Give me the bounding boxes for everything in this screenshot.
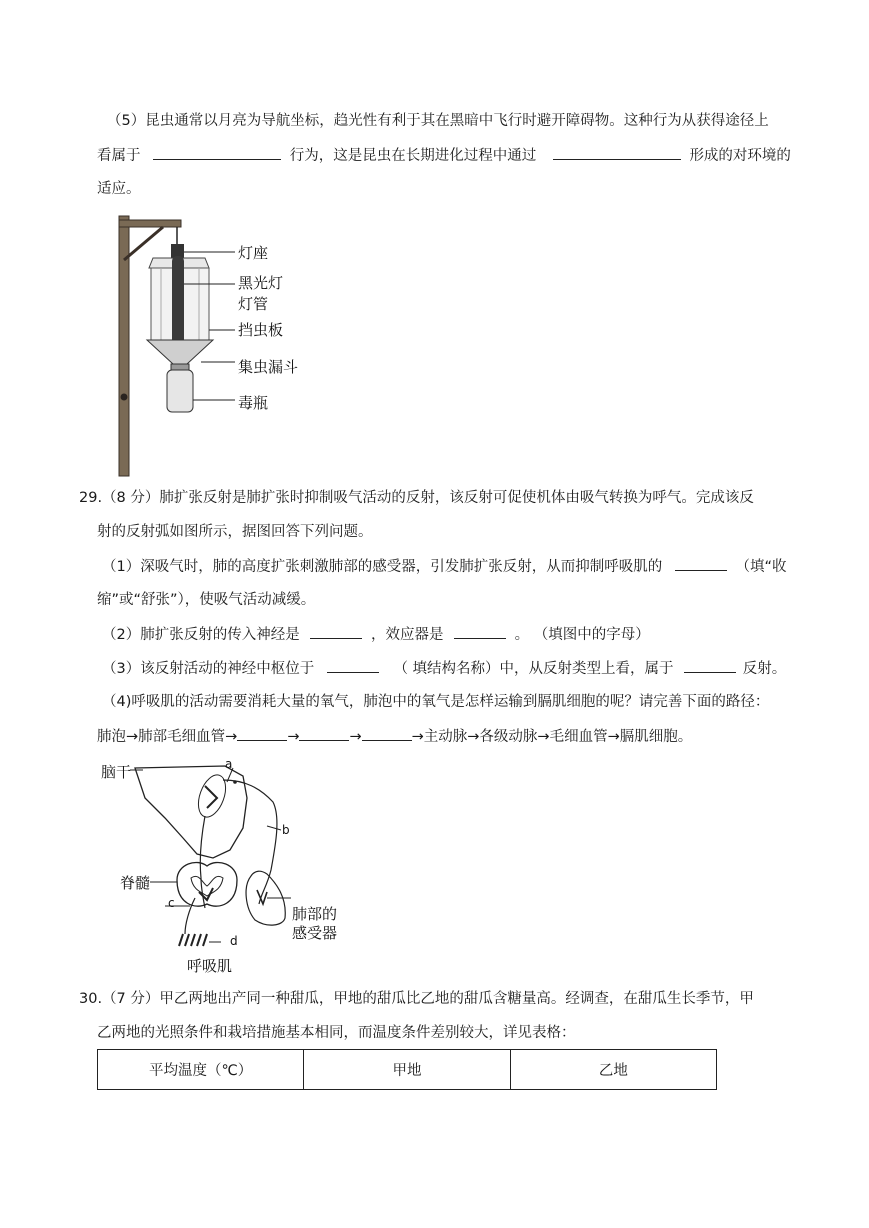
q29-p3-text-a: （3）该反射活动的神经中枢位于 bbox=[102, 661, 315, 677]
q29-p2 bbox=[102, 624, 650, 645]
q29-p4: （4)呼吸肌的活动需要消耗大量的氧气，肺泡中的氧气是怎样运输到膈肌细胞的呢？请完善下面的路径： bbox=[102, 694, 770, 710]
q29-path-blank-1[interactable] bbox=[237, 726, 287, 741]
q29-p2-text-b: ，效应器是 bbox=[370, 627, 444, 643]
q5-line1: （5）昆虫通常以月亮为导航坐标，趋光性有利于其在黑暗中飞行时避开障碍物。这种行为从获得途径上 bbox=[107, 113, 769, 129]
label-bottle: 毒瓶 bbox=[238, 394, 269, 412]
table-header-cell: 平均温度（℃） bbox=[98, 1050, 304, 1090]
q29-p1-text-a: （1）深吸气时，肺的高度扩张刺激肺部的感受器，引发肺扩张反射，从而抑制呼吸肌的 bbox=[102, 559, 663, 575]
q29-intro1: 29.（8 分）肺扩张反射是肺扩张时抑制吸气活动的反射，该反射可促使机体由吸气转换为呼气。完成该反 bbox=[79, 490, 754, 506]
temperature-table bbox=[97, 1049, 717, 1090]
q5-blank-2[interactable] bbox=[553, 145, 681, 160]
q29-p1-blank[interactable] bbox=[675, 556, 727, 571]
label-muscle: 呼吸肌 bbox=[187, 957, 233, 975]
q5-text-a: 看属于 bbox=[97, 148, 141, 164]
q29-path-text-b: →主动脉→各级动脉→毛细血管→膈肌细胞。 bbox=[411, 729, 693, 745]
label-brainstem: 脑干 bbox=[101, 763, 132, 781]
label-c: c bbox=[168, 896, 175, 910]
q29-p3-text-b: （ 填结构名称）中，从反射类型上看，属于 bbox=[393, 661, 674, 677]
label-tube: 灯管 bbox=[238, 295, 269, 313]
q29-p2-blank-1[interactable] bbox=[310, 624, 362, 639]
q5-text-c: 形成的对环境的 bbox=[689, 148, 791, 164]
q29-p2-text-a: （2）肺扩张反射的传入神经是 bbox=[102, 627, 300, 643]
q5-text-b: 行为，这是昆虫在长期进化过程中通过 bbox=[289, 148, 537, 164]
label-spinal-cord: 脊髓 bbox=[120, 874, 151, 892]
q30-line1: 30.（7 分）甲乙两地出产同一种甜瓜，甲地的甜瓜比乙地的甜瓜含糖量高。经调查，在甜瓜生长季节，甲 bbox=[79, 991, 754, 1007]
q5-line2 bbox=[97, 145, 791, 166]
label-receptor-2: 感受器 bbox=[292, 924, 338, 942]
q29-path-blank-2[interactable] bbox=[299, 726, 349, 741]
q29-p2-blank-2[interactable] bbox=[454, 624, 506, 639]
q29-path-text-a: 肺泡→肺部毛细血管→ bbox=[97, 729, 238, 745]
q29-p1-text-b: （填“收 bbox=[735, 559, 787, 575]
q29-path-arrow-2: → bbox=[349, 729, 362, 745]
q29-path-blank-3[interactable] bbox=[362, 726, 412, 741]
label-b: b bbox=[282, 823, 290, 837]
q5-blank-1[interactable] bbox=[153, 145, 281, 160]
q29-p3-blank-2[interactable] bbox=[684, 658, 736, 673]
q30-line2: 乙两地的光照条件和栽培措施基本相同，而温度条件差别较大，详见表格： bbox=[97, 1025, 576, 1041]
table-header-cell: 甲地 bbox=[304, 1050, 510, 1090]
q29-p1-line2: 缩”或“舒张”），使吸气活动减缓。 bbox=[97, 592, 316, 608]
label-black-light: 黑光灯 bbox=[238, 274, 284, 292]
label-a: a bbox=[225, 757, 233, 771]
q29-path-arrow-1: → bbox=[287, 729, 300, 745]
label-receptor-1: 肺部的 bbox=[292, 905, 338, 923]
q29-p3-blank-1[interactable] bbox=[327, 658, 379, 673]
light-trap-figure bbox=[105, 212, 325, 477]
q29-p3-text-c: 反射。 bbox=[742, 661, 787, 677]
q29-p3 bbox=[102, 658, 786, 679]
q29-p1-line1 bbox=[102, 556, 786, 577]
label-baffle: 挡虫板 bbox=[238, 321, 284, 339]
q29-intro2: 射的反射弧如图所示，据图回答下列问题。 bbox=[97, 524, 373, 540]
q29-path bbox=[97, 726, 692, 747]
label-d: d bbox=[230, 934, 238, 948]
q5-line3: 适应。 bbox=[97, 181, 141, 197]
table-header-cell: 乙地 bbox=[510, 1050, 716, 1090]
label-funnel: 集虫漏斗 bbox=[238, 358, 299, 376]
label-lamp-base: 灯座 bbox=[238, 244, 269, 262]
table-row bbox=[98, 1050, 717, 1090]
q29-p2-text-c: 。 （填图中的字母） bbox=[514, 627, 650, 643]
